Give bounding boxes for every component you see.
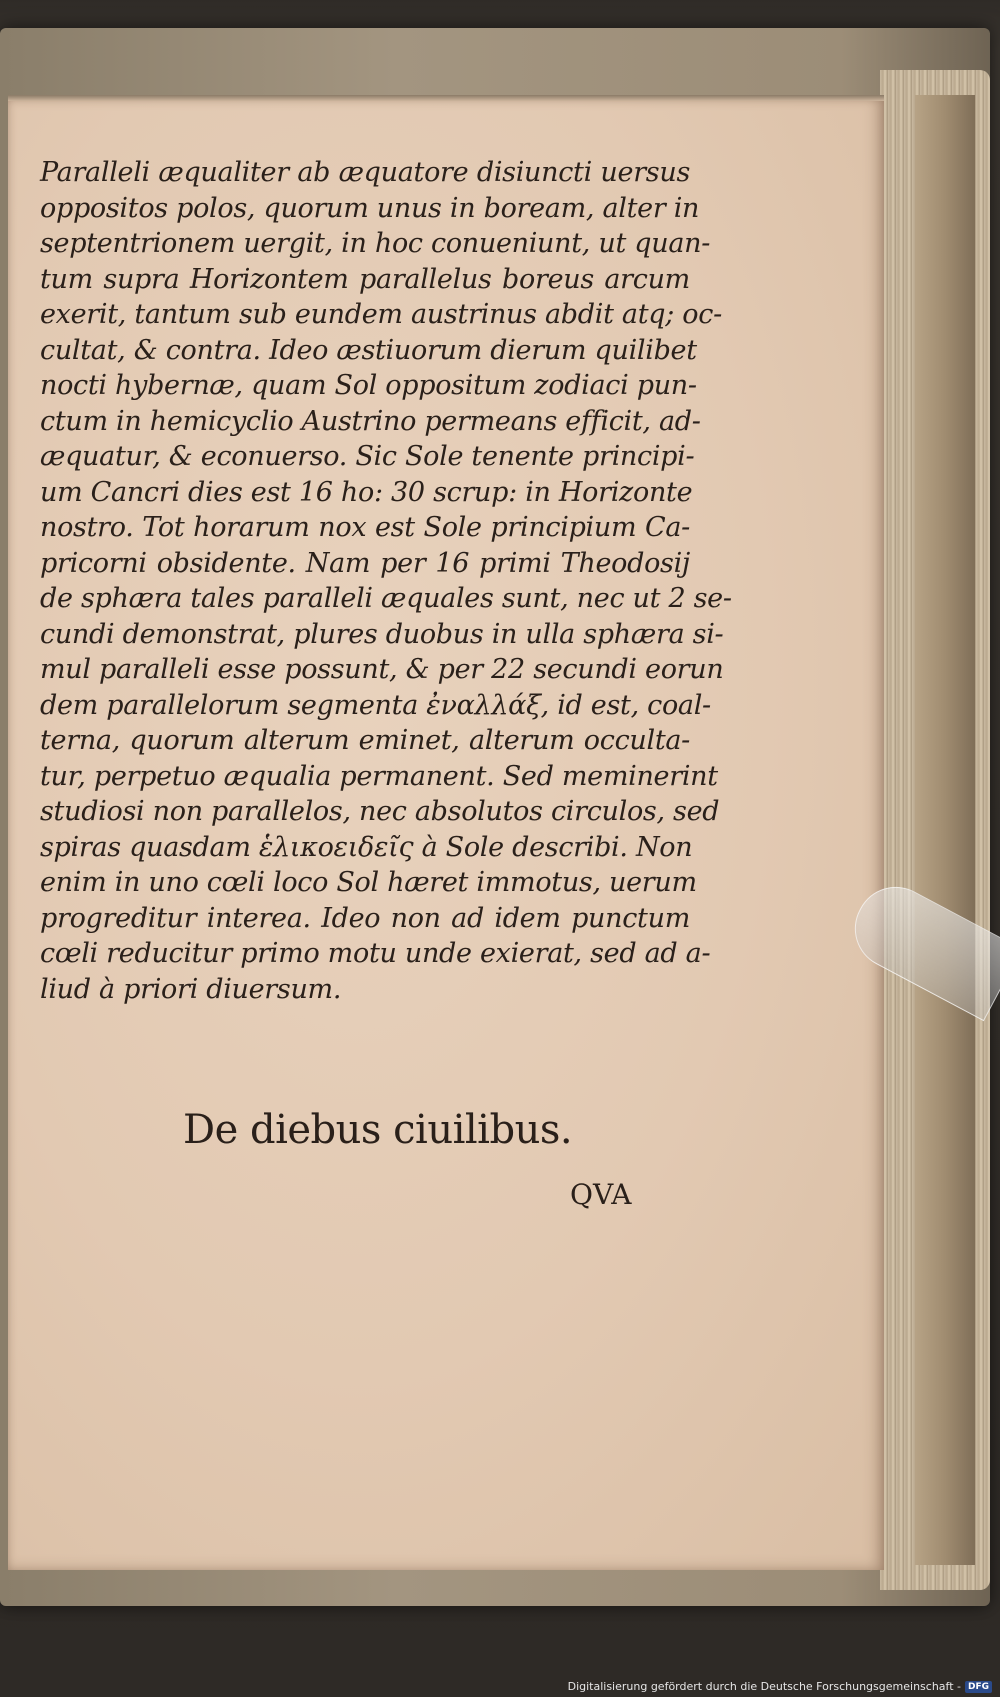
- book-page: [8, 95, 884, 1570]
- text-line: cundi demonstrat, plures duobus in ulla sphæra si-: [40, 618, 724, 650]
- text-line: septentrionem uergit, in hoc conueniunt, ut quan-: [40, 228, 711, 259]
- text-line: tur, perpetuo æqualia permanent. Sed meminerint: [40, 760, 718, 792]
- text-line: exerit, tantum sub eundem austrinus abdit atq; oc-: [40, 299, 722, 330]
- page-top-shadow: [8, 95, 884, 101]
- text-line: enim in uno cœli loco Sol hæret immotus, uerum: [40, 867, 697, 898]
- text-line: studiosi non parallelos, nec absolutos circulos, sed: [40, 796, 720, 827]
- text-line: Paralleli æqualiter ab æquatore disiuncti uersus: [40, 157, 690, 188]
- text-line: cultat, & contra. Ideo æstiuorum dierum quilibet: [40, 334, 697, 366]
- main-text-block: [40, 155, 732, 1007]
- dfg-logo: DFG: [965, 1681, 992, 1693]
- footer-credit-text: Digitalisierung gefördert durch die Deutsche Forschungsgemeinschaft -: [567, 1680, 961, 1693]
- text-line: de sphæra tales paralleli æquales sunt, nec ut 2 se-: [40, 583, 732, 614]
- text-line: um Cancri dies est 16 ho: 30 scrup: in Horizonte: [40, 476, 693, 508]
- section-heading: De diebus ciuilibus.: [183, 1107, 573, 1153]
- right-page-edge: [915, 95, 975, 1565]
- text-line: progreditur interea. Ideo non ad idem punctum: [40, 902, 690, 934]
- text-line: cœli reducitur primo motu unde exierat, sed ad a-: [40, 938, 711, 969]
- text-line: dem parallelorum segmenta ἐναλλάξ, id est, coal-: [40, 689, 711, 721]
- text-line: mul paralleli esse possunt, & per 22 secundi eorun: [40, 654, 724, 685]
- digitization-footer: [568, 1680, 992, 1693]
- text-line: æquatur, & econuerso. Sic Sole tenente principi-: [40, 441, 695, 472]
- text-line: tum supra Horizontem parallelus boreus arcum: [40, 263, 690, 295]
- text-line: liud à priori diuersum.: [40, 973, 342, 1005]
- text-line: terna, quorum alterum eminet, alterum occulta-: [40, 725, 690, 756]
- text-line: oppositos polos, quorum unus in boream, alter in: [40, 192, 700, 224]
- text-line: nostro. Tot horarum nox est Sole principium Ca-: [40, 512, 690, 543]
- text-line: ctum in hemicyclio Austrino permeans efficit, ad-: [40, 405, 701, 437]
- text-line: spiras quasdam ἑλικοειδεῖς à Sole describi. Non: [40, 831, 693, 863]
- catchword: QVA: [570, 1178, 632, 1211]
- text-line: nocti hybernæ, quam Sol oppositum zodiaci pun-: [40, 370, 697, 401]
- text-line: pricorni obsidente. Nam per 16 primi Theodosij: [40, 547, 690, 579]
